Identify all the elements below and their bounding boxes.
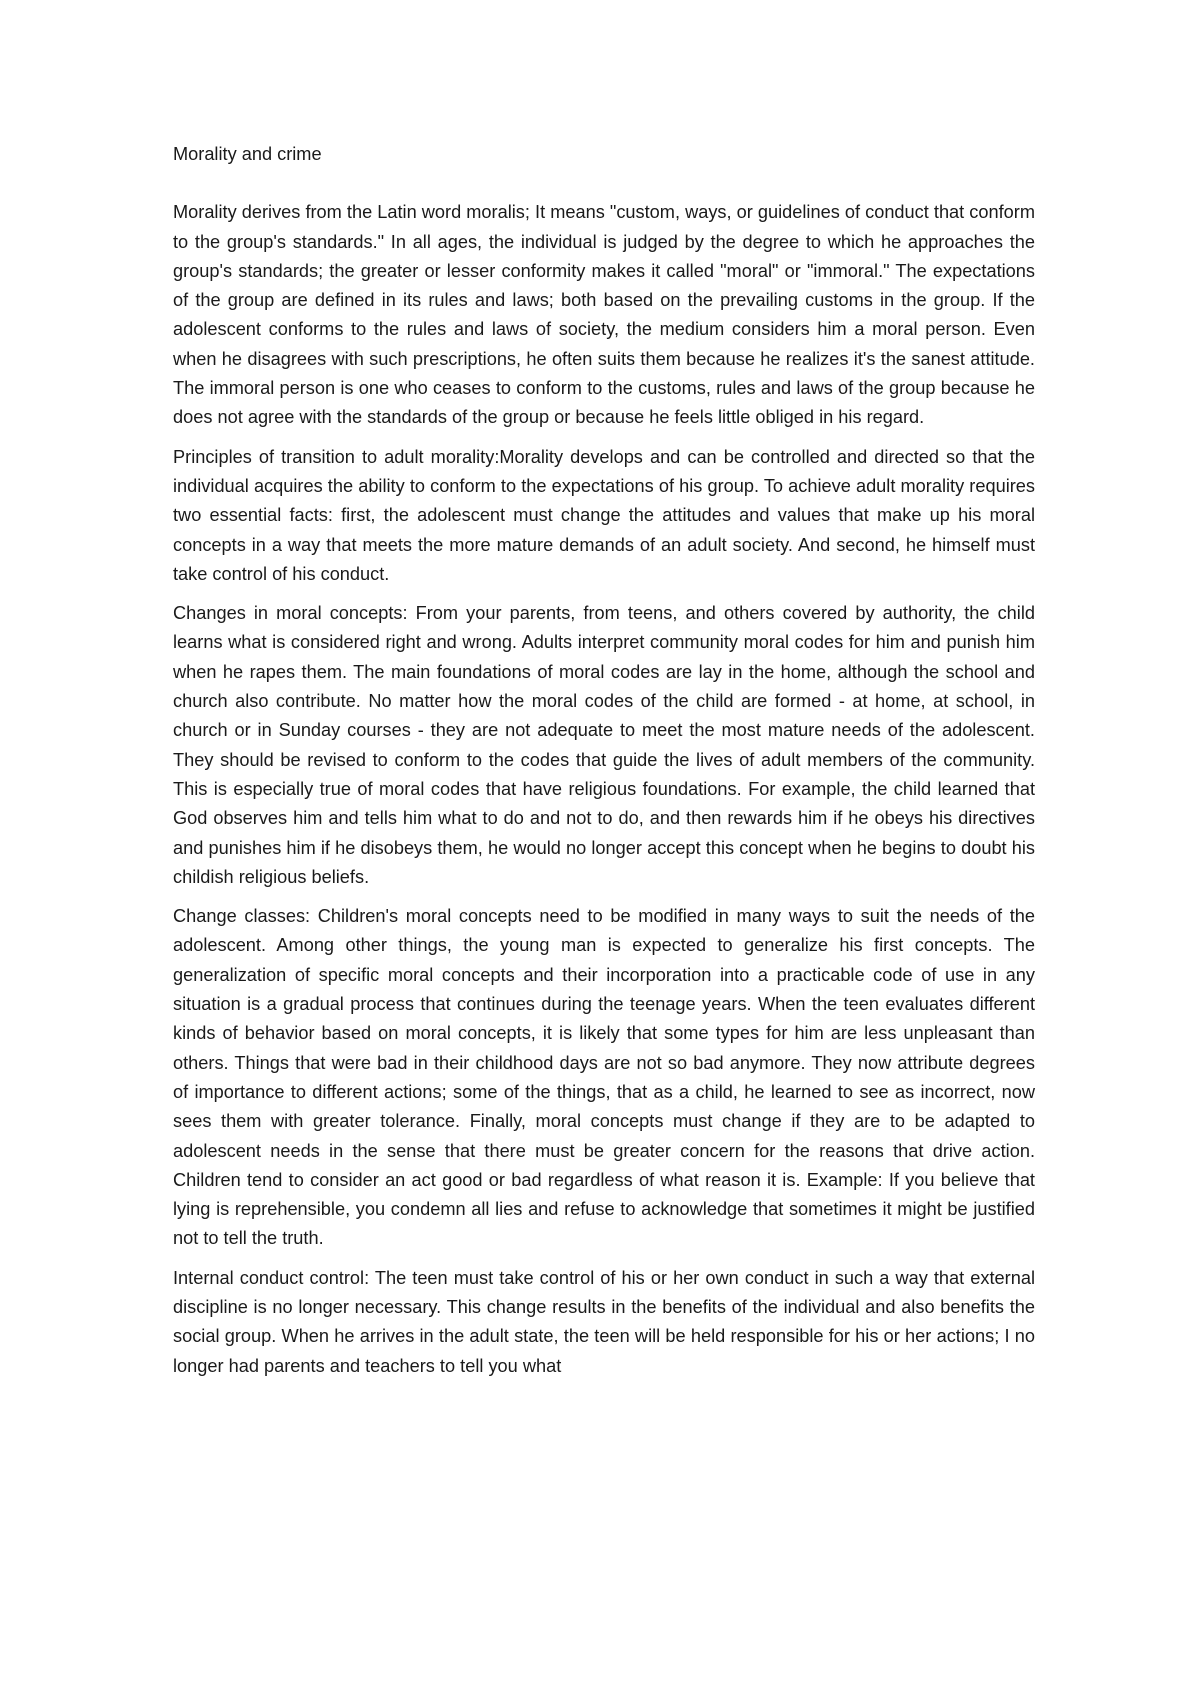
- paragraph-internal-conduct-control: Internal conduct control: The teen must take control of his or her own conduct in such a way that external discipline is no longer necessary. This change results in the benefits of the individual and also benefits the social group. When he arrives in the adult state, the teen will be held responsible for his or her actions; I no longer had parents and teachers to tell you what: [173, 1267, 1035, 1376]
- paragraph-transition-principles: Principles of transition to adult morality:Morality develops and can be controlled and directed so that the individual acquires the ability to conform to the expectations of his group. To achieve adult morality requires two essential facts: first, the adolescent must change the attitudes and values that make up his moral concepts in a way that meets the more mature demands of an adult society. And second, he himself must take control of his conduct.: [173, 446, 1035, 584]
- document-page: [173, 140, 1035, 1391]
- paragraph-morality-definition: Morality derives from the Latin word moralis; It means "custom, ways, or guidelines of conduct that conform to the group's standards." In all ages, the individual is judged by the degree to which he approaches the group's standards; the greater or lesser conformity makes it called "moral" or "immoral." The expectations of the group are defined in its rules and laws; both based on the prevailing customs in the group. If the adolescent conforms to the rules and laws of society, the medium considers him a moral person. Even when he disagrees with such prescriptions, he often suits them because he realizes it's the sanest attitude. The immoral person is one who ceases to conform to the customs, rules and laws of the group because he does not agree with the standards of the group or because he feels little obliged in his regard.: [173, 202, 1035, 428]
- document-title: Morality and crime: [173, 144, 322, 164]
- paragraph-change-classes: Change classes: Children's moral concepts need to be modified in many ways to suit the needs of the adolescent. Among other things, the young man is expected to generalize his first concepts. The generalization of specific moral concepts and their incorporation into a practicable code of use in any situation is a gradual process that continues during the teenage years. When the teen evaluates different kinds of behavior based on moral concepts, it is likely that some types for him are less unpleasant than others. Things that were bad in their childhood days are not so bad anymore. They now attribute degrees of importance to different actions; some of the things, that as a child, he learned to see as incorrect, now sees them with greater tolerance. Finally, moral concepts must change if they are to be adapted to adolescent needs in the sense that there must be greater concern for the reasons that drive action. Children tend to consider an act good or bad regardless of what reason it is. Example: If you believe that lying is reprehensible, you condemn all lies and refuse to acknowledge that sometimes it might be justified not to tell the truth.: [173, 906, 1035, 1249]
- paragraph-changes-moral-concepts: Changes in moral concepts: From your parents, from teens, and others covered by authority, the child learns what is considered right and wrong. Adults interpret community moral codes for him and punish him when he rapes them. The main foundations of moral codes are lay in the home, although the school and church also contribute. No matter how the moral codes of the child are formed - at home, at school, in church or in Sunday courses - they are not adequate to meet the most mature needs of the adolescent. They should be revised to conform to the codes that guide the lives of adult members of the community. This is especially true of moral codes that have religious foundations. For example, the child learned that God observes him and tells him what to do and not to do, and then rewards him if he obeys his directives and punishes him if he disobeys them, he would no longer accept this concept when he begins to doubt his childish religious beliefs.: [173, 603, 1035, 887]
